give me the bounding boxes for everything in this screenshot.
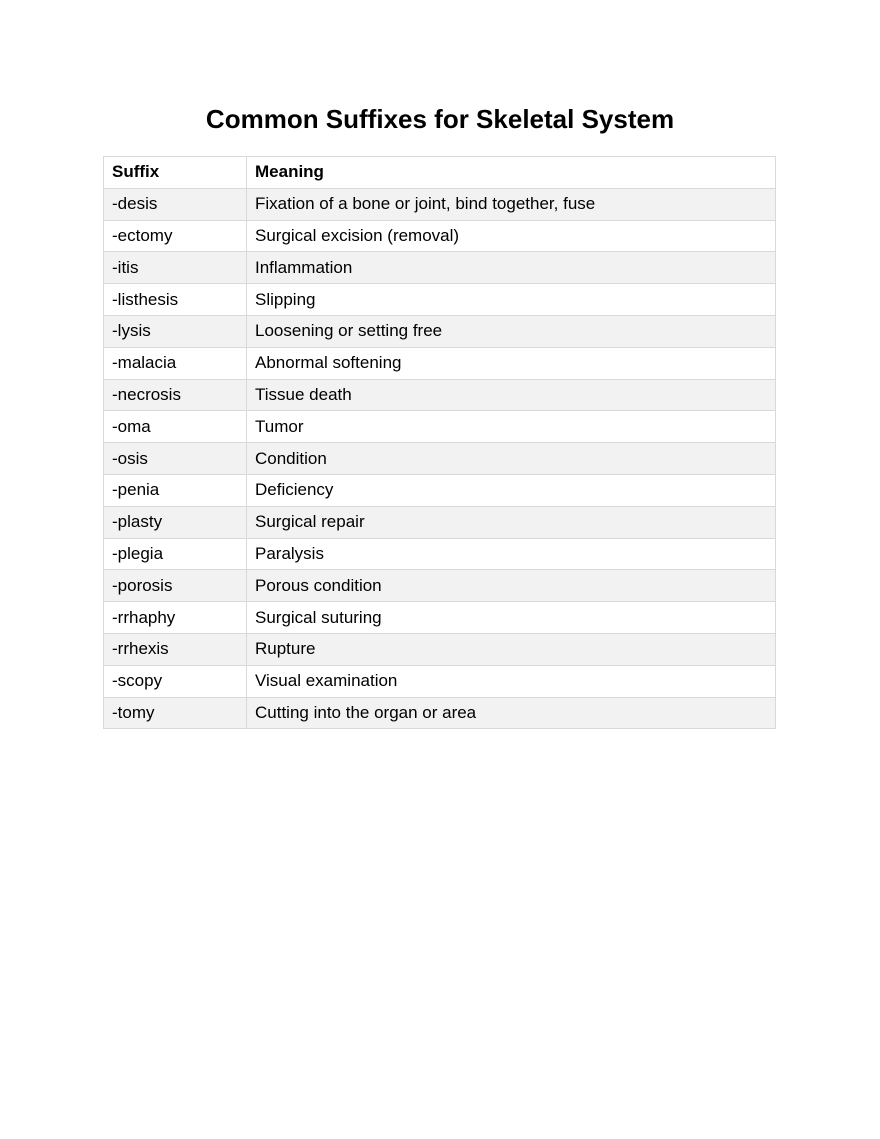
suffix-cell: -tomy (104, 697, 247, 729)
suffix-cell: -malacia (104, 347, 247, 379)
suffix-cell: -lysis (104, 315, 247, 347)
table-row (104, 252, 776, 284)
table-row (104, 379, 776, 411)
suffix-cell: -plegia (104, 538, 247, 570)
meaning-cell: Tissue death (247, 379, 776, 411)
table-row (104, 538, 776, 570)
meaning-cell: Fixation of a bone or joint, bind together, fuse (247, 188, 776, 220)
meaning-cell: Surgical excision (removal) (247, 220, 776, 252)
suffix-cell: -itis (104, 252, 247, 284)
table-header-row (104, 157, 776, 189)
table-row (104, 284, 776, 316)
suffix-cell: -necrosis (104, 379, 247, 411)
meaning-cell: Condition (247, 443, 776, 475)
suffix-cell: -penia (104, 474, 247, 506)
table-row (104, 443, 776, 475)
meaning-cell: Surgical repair (247, 506, 776, 538)
suffix-cell: -porosis (104, 570, 247, 602)
suffix-cell: -listhesis (104, 284, 247, 316)
header-meaning: Meaning (247, 157, 776, 189)
table-row (104, 665, 776, 697)
meaning-cell: Deficiency (247, 474, 776, 506)
suffix-cell: -desis (104, 188, 247, 220)
meaning-cell: Inflammation (247, 252, 776, 284)
meaning-cell: Slipping (247, 284, 776, 316)
table-row (104, 570, 776, 602)
suffix-cell: -rrhaphy (104, 602, 247, 634)
suffix-cell: -scopy (104, 665, 247, 697)
suffix-cell: -plasty (104, 506, 247, 538)
meaning-cell: Abnormal softening (247, 347, 776, 379)
meaning-cell: Paralysis (247, 538, 776, 570)
page-title: Common Suffixes for Skeletal System (205, 104, 675, 134)
table-row (104, 506, 776, 538)
table-row (104, 347, 776, 379)
meaning-cell: Rupture (247, 633, 776, 665)
table-row (104, 411, 776, 443)
meaning-cell: Visual examination (247, 665, 776, 697)
table-row (104, 633, 776, 665)
meaning-cell: Cutting into the organ or area (247, 697, 776, 729)
table-row (104, 220, 776, 252)
suffix-cell: -oma (104, 411, 247, 443)
suffix-cell: -osis (104, 443, 247, 475)
meaning-cell: Tumor (247, 411, 776, 443)
suffix-cell: -rrhexis (104, 633, 247, 665)
table-row (104, 188, 776, 220)
table-row (104, 602, 776, 634)
suffix-table (103, 156, 776, 729)
suffix-cell: -ectomy (104, 220, 247, 252)
meaning-cell: Surgical suturing (247, 602, 776, 634)
meaning-cell: Loosening or setting free (247, 315, 776, 347)
header-suffix: Suffix (104, 157, 247, 189)
table-row (104, 315, 776, 347)
meaning-cell: Porous condition (247, 570, 776, 602)
table-row (104, 474, 776, 506)
table-row (104, 697, 776, 729)
